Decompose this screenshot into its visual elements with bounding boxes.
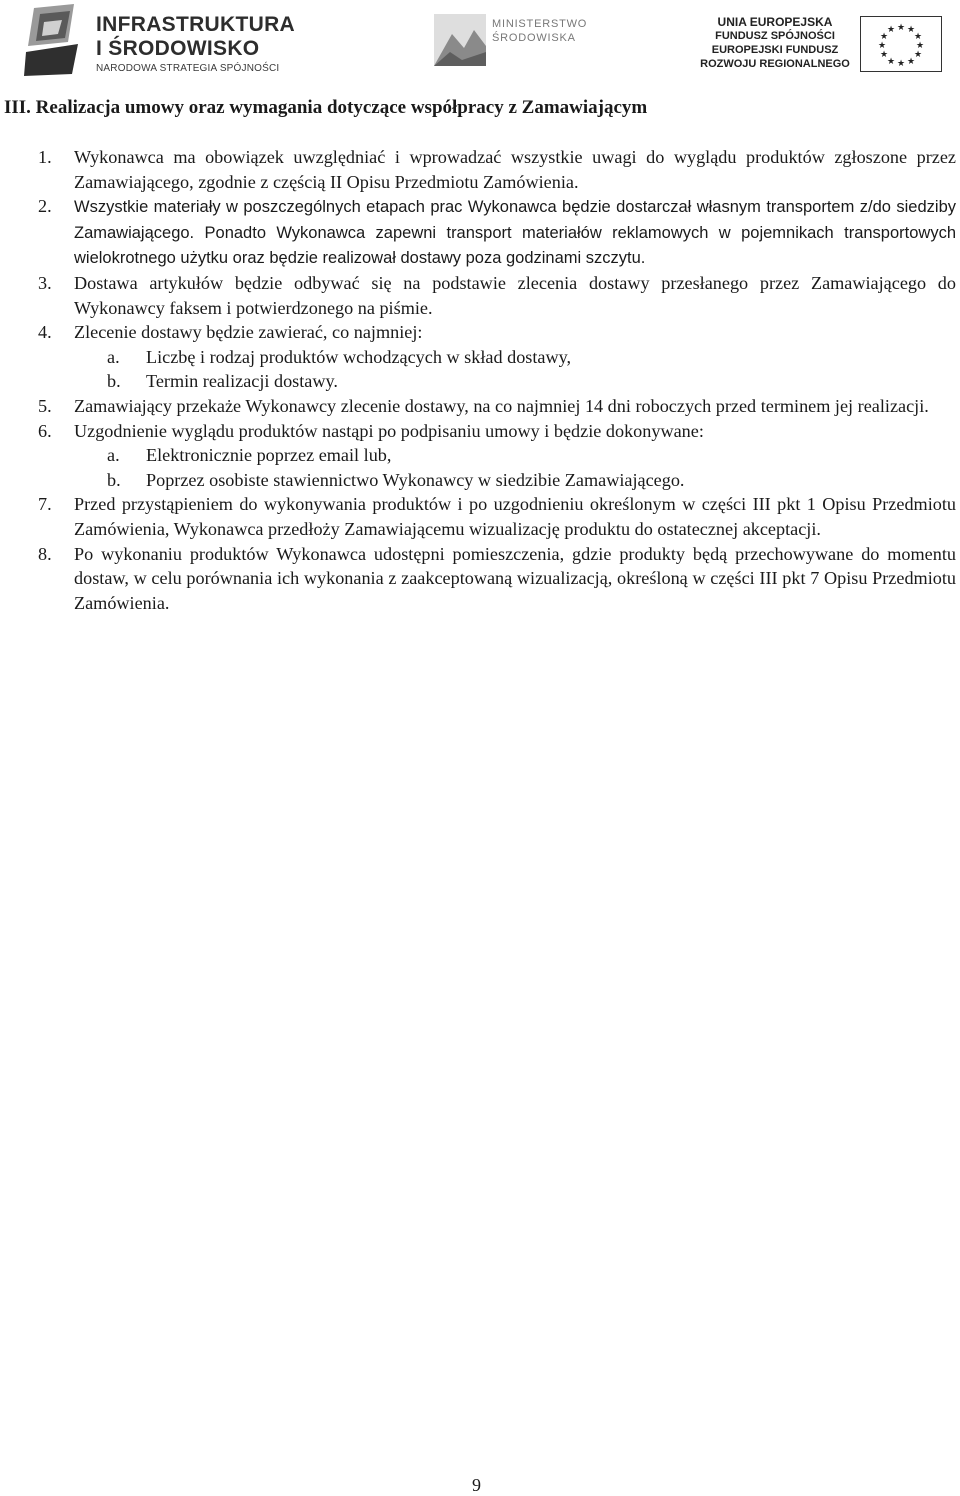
item-text: Wykonawca ma obowiązek uwzględniać i wprowadzać wszystkie uwagi do wyglądu produktów zgłoszone przez Zamawiającego, zgodnie z częścią II Opisu Przedmiotu Zamówienia. bbox=[74, 147, 956, 192]
sub-list-item bbox=[0, 369, 960, 394]
list-item bbox=[0, 320, 960, 345]
svg-text:★: ★ bbox=[915, 41, 925, 51]
svg-text:★: ★ bbox=[913, 32, 923, 42]
sub-item-text: Elektronicznie poprzez email lub, bbox=[146, 445, 392, 466]
item-text: Dostawa artykułów będzie odbywać się na podstawie zlecenia dostawy przesłanego przez Zamawiającego do Wykonawcy faksem i potwierdzonego na piśmie. bbox=[74, 272, 956, 318]
list-item bbox=[0, 194, 960, 271]
list-item bbox=[0, 419, 960, 444]
list-item bbox=[0, 542, 960, 616]
sub-list-item bbox=[0, 443, 960, 468]
section-title: III. Realizacja umowy oraz wymagania dotyczące współpracy z Zamawiającym bbox=[4, 97, 648, 118]
ministerstwo-logo bbox=[432, 12, 602, 72]
svg-text:★: ★ bbox=[906, 25, 916, 35]
svg-text:★: ★ bbox=[906, 57, 916, 67]
sub-list-item bbox=[0, 345, 960, 370]
requirements-list bbox=[0, 145, 960, 615]
list-item bbox=[0, 145, 960, 194]
item-number: 8. bbox=[38, 543, 52, 564]
sub-item-letter: b. bbox=[107, 469, 121, 490]
mountain-icon bbox=[432, 12, 488, 68]
list-item bbox=[0, 394, 960, 419]
item-number: 2. bbox=[38, 196, 52, 217]
item-number: 5. bbox=[38, 395, 52, 416]
eu-line-2: FUNDUSZ SPÓJNOŚCI bbox=[715, 30, 835, 42]
list-item bbox=[0, 271, 960, 320]
item-text: Wszystkie materiały w poszczególnych etapach prac Wykonawca będzie dostarczał własnym transportem z/do siedziby Zamawiającego. Ponadto Wykonawca zapewni transport materiałów reklamowych w pojemnikach transportowych wielokrotnego użytku oraz będzie realizował dostawy poza godzinami szczytu. bbox=[74, 198, 956, 268]
svg-text:★: ★ bbox=[913, 50, 923, 60]
svg-text:★: ★ bbox=[877, 41, 887, 51]
item-text: Uzgodnienie wyglądu produktów nastąpi po podpisaniu umowy i będzie dokonywane: bbox=[74, 420, 704, 441]
item-number: 4. bbox=[38, 322, 52, 343]
item-number: 7. bbox=[38, 494, 52, 515]
sub-item-text: Poprzez osobiste stawiennictwo Wykonawcy w siedzibie Zamawiającego. bbox=[146, 469, 685, 490]
logo-line-1: INFRASTRUKTURA bbox=[96, 13, 296, 36]
eu-line-4: ROZWOJU REGIONALNEGO bbox=[700, 58, 850, 70]
item-number: 3. bbox=[38, 272, 52, 293]
svg-text:★: ★ bbox=[879, 32, 889, 42]
ministry-line-1: MINISTERSTWO bbox=[492, 18, 588, 30]
svg-text:★: ★ bbox=[879, 50, 889, 60]
logo-line-2: I ŚRODOWISKO bbox=[96, 37, 260, 60]
ministry-line-2: ŚRODOWISKA bbox=[492, 32, 576, 44]
sub-item-text: Termin realizacji dostawy. bbox=[146, 371, 338, 392]
sub-list-item bbox=[0, 468, 960, 493]
sub-item-letter: a. bbox=[107, 346, 120, 367]
eu-logo bbox=[690, 12, 945, 74]
sub-item-letter: b. bbox=[107, 371, 121, 392]
infrastruktura-flag-icon bbox=[22, 2, 92, 78]
item-text: Przed przystąpieniem do wykonywania produktów i po uzgodnieniu określonym w części III pkt 1 Opisu Przedmiotu Zamówienia, Wykonawca przedłoży Zamawiającemu wizualizację produktu do ostatecznej akceptacji. bbox=[74, 494, 956, 539]
page-number: 9 bbox=[472, 1475, 481, 1495]
sub-item-text: Liczbę i rodzaj produktów wchodzących w skład dostawy, bbox=[146, 346, 572, 367]
item-text: Po wykonaniu produktów Wykonawca udostępni pomieszczenia, gdzie produkty będą przechowywane do momentu dostaw, w celu porównania ich wykonania z zaakceptowaną wizualizacją, określoną w części III pkt 7 Opisu Przedmiotu Zamówienia. bbox=[74, 543, 956, 613]
sub-item-letter: a. bbox=[107, 445, 120, 466]
svg-text:★: ★ bbox=[896, 23, 906, 33]
svg-text:★: ★ bbox=[896, 59, 906, 69]
list-item bbox=[0, 492, 960, 541]
eu-flag-icon bbox=[860, 16, 942, 72]
svg-text:★: ★ bbox=[886, 57, 896, 67]
header-logos bbox=[0, 0, 960, 80]
svg-text:★: ★ bbox=[886, 25, 896, 35]
infrastruktura-logo bbox=[22, 2, 296, 78]
eu-line-3: EUROPEJSKI FUNDUSZ bbox=[711, 44, 839, 56]
logo-line-3: NARODOWA STRATEGIA SPÓJNOŚCI bbox=[96, 63, 280, 74]
item-text: Zlecenie dostawy będzie zawierać, co najmniej: bbox=[74, 322, 423, 343]
item-text: Zamawiający przekaże Wykonawcy zlecenie dostawy, na co najmniej 14 dni roboczych przed terminem jej realizacji. bbox=[74, 395, 929, 416]
eu-line-1: UNIA EUROPEJSKA bbox=[717, 15, 833, 29]
item-number: 1. bbox=[38, 147, 52, 167]
item-number: 6. bbox=[38, 420, 52, 441]
